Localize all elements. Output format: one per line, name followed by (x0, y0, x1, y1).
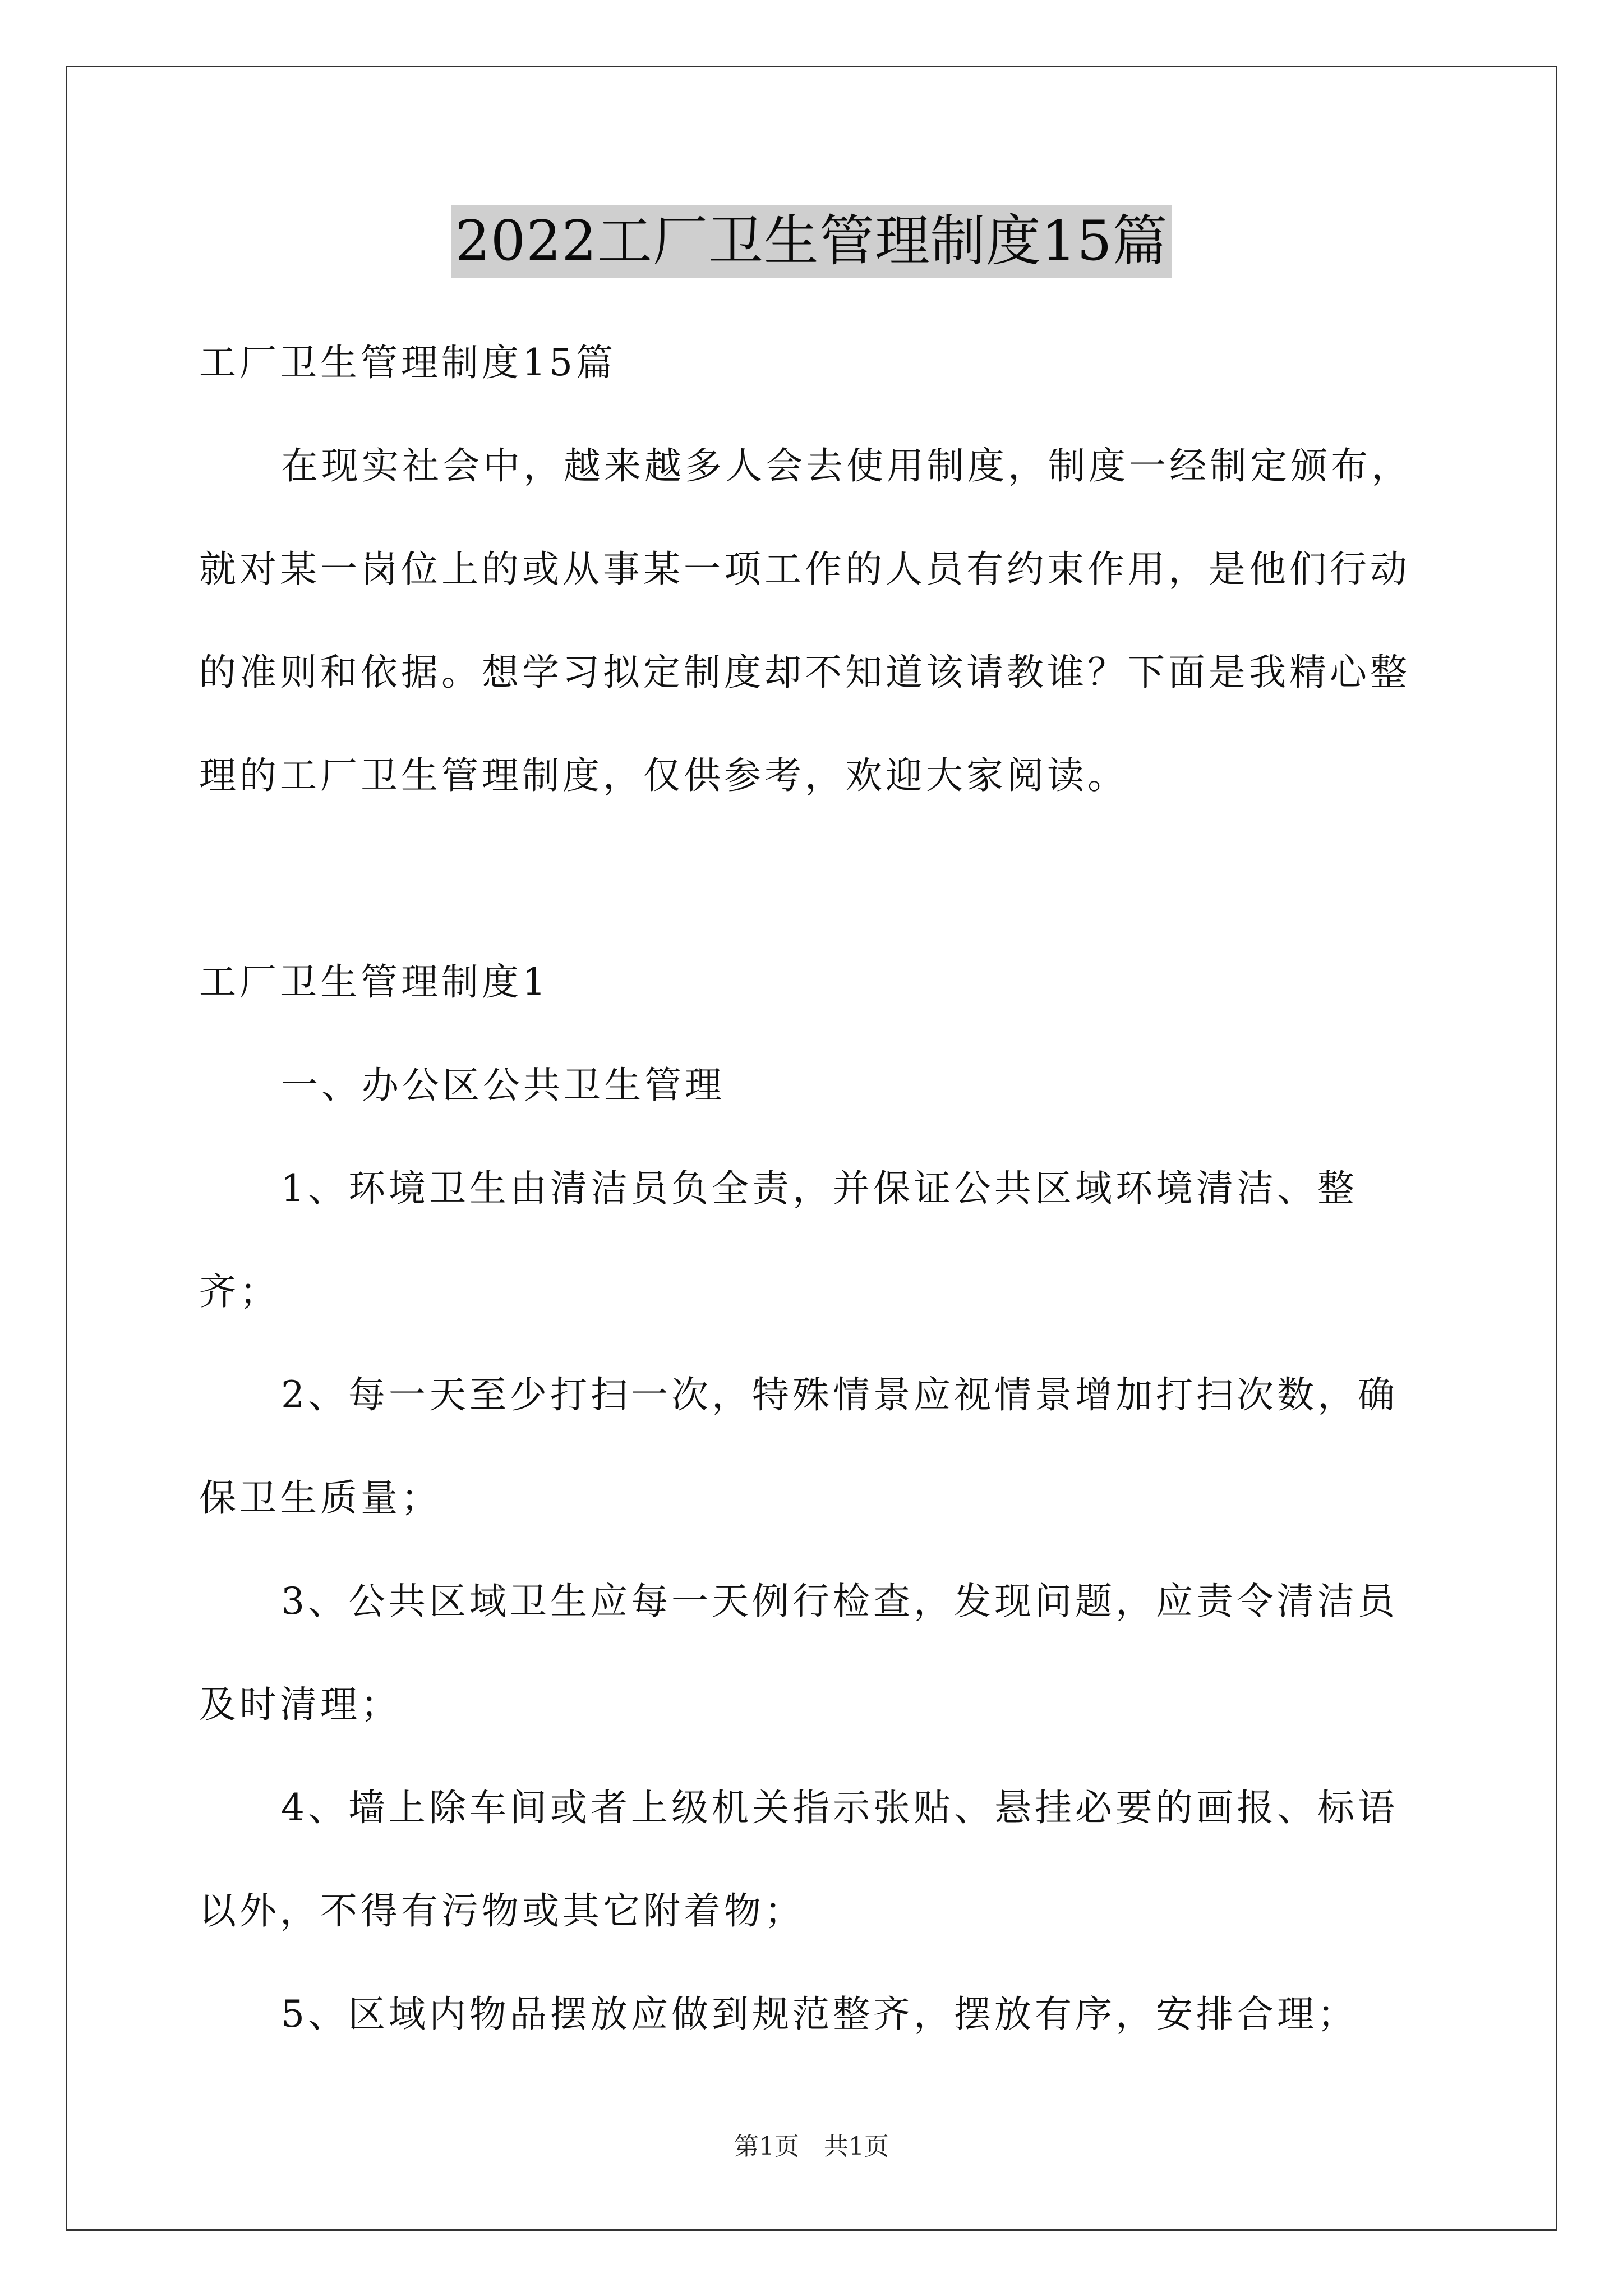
document-subtitle: 工厂卫生管理制度15篇 (199, 341, 616, 384)
title-container (0, 205, 1623, 278)
list-item: 1、环境卫生由清洁员负全责，并保证公共区域环境清洁、整齐； (199, 1167, 1358, 1313)
intro-paragraph: 在现实社会中，越来越多人会去使用制度，制度一经制定颁布，就对某一岗位上的或从事某一项工作的人员有约束作用，是他们行动的准则和依据。想学习拟定制度却不知道该请教谁？下面是我精心整理的工厂卫生管理制度，仅供参考，欢迎大家阅读。 (199, 444, 1412, 797)
document-body (199, 311, 1433, 2066)
document-title: 2022工厂卫生管理制度15篇 (451, 205, 1171, 278)
section-subheading: 一、办公区公共卫生管理 (281, 1064, 725, 1107)
section-heading: 工厂卫生管理制度1 (199, 960, 549, 1004)
list-item: 4、墙上除车间或者上级机关指示张贴、悬挂必要的画报、标语以外，不得有污物或其它附着物； (199, 1786, 1398, 1932)
page-number: 第1页 (734, 2132, 799, 2161)
list-item: 2、每一天至少打扫一次，特殊情景应视情景增加打扫次数，确保卫生质量； (199, 1373, 1398, 1520)
list-item: 3、公共区域卫生应每一天例行检查，发现问题，应责令清洁员及时清理； (199, 1580, 1398, 1726)
page-footer (0, 2126, 1623, 2162)
list-item: 5、区域内物品摆放应做到规范整齐，摆放有序，安排合理； (281, 1993, 1358, 2036)
page-total: 共1页 (824, 2132, 889, 2161)
paragraph-gap (199, 827, 1433, 931)
